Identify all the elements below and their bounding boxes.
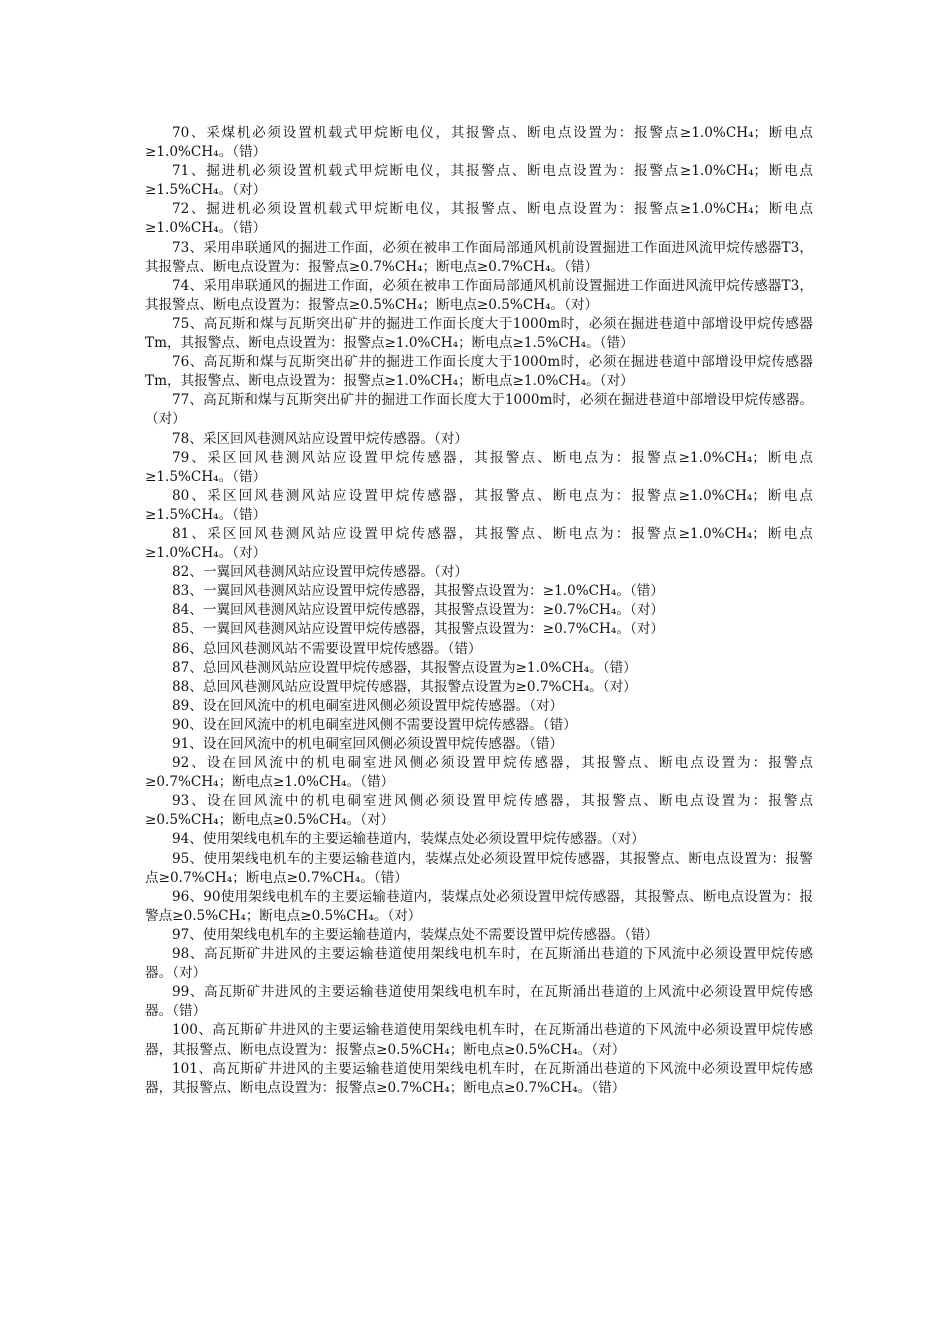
question-item-78: 78、采区回风巷测风站应设置甲烷传感器。（对） xyxy=(172,430,468,447)
question-item-95: 95、使用架线电机车的主要运输巷道内，装煤点处必须设置甲烷传感器，其报警点、断电点设置为：报警点≥0.7%CH₄；断电点≥0.7%CH₄。（错） xyxy=(145,850,813,886)
question-item-81: 81、采区回风巷测风站应设置甲烷传感器，其报警点、断电点为：报警点≥1.0%CH₄；断电点≥1.0%CH₄。（对） xyxy=(145,525,813,562)
question-item-85: 85、一翼回风巷测风站应设置甲烷传感器，其报警点设置为：≥0.7%CH₄。（对） xyxy=(172,621,664,638)
question-item-84: 84、一翼回风巷测风站应设置甲烷传感器，其报警点设置为：≥0.7%CH₄。（对） xyxy=(172,602,664,619)
question-item-70: 70、采煤机必须设置机载式甲烷断电仪，其报警点、断电点设置为：报警点≥1.0%CH₄；断电点≥1.0%CH₄。（错） xyxy=(145,125,813,161)
question-item-82: 82、一翼回风巷测风站应设置甲烷传感器。（对） xyxy=(172,564,468,581)
question-item-74: 74、采用串联通风的掘进工作面，必须在被串工作面局部通风机前设置掘进工作面进风流甲烷传感器T3，其报警点、断电点设置为：报警点≥0.5%CH₄；断电点≥0.5%CH₄。（对） xyxy=(145,277,813,313)
question-item-90: 90、设在回风流中的机电硐室进风侧不需要设置甲烷传感器。（错） xyxy=(172,716,577,733)
question-item-79: 79、采区回风巷测风站应设置甲烷传感器，其报警点、断电点为：报警点≥1.0%CH₄；断电点≥1.5%CH₄。（错） xyxy=(145,449,813,485)
question-item-73: 73、采用串联通风的掘进工作面，必须在被串工作面局部通风机前设置掘进工作面进风流甲烷传感器T3，其报警点、断电点设置为：报警点≥0.7%CH₄；断电点≥0.7%CH₄。（错） xyxy=(145,239,813,275)
question-item-98: 98、高瓦斯矿井进风的主要运输巷道使用架线电机车时，在瓦斯涌出巷道的下风流中必须设置甲烷传感器。（对） xyxy=(145,946,813,982)
question-item-87: 87、总回风巷测风站应设置甲烷传感器，其报警点设置为≥1.0%CH₄。（错） xyxy=(172,659,637,676)
question-item-77: 77、高瓦斯和煤与瓦斯突出矿井的掘进工作面长度大于1000m时，必须在掘进巷道中部增设甲烷传感器。（对） xyxy=(145,392,813,428)
question-item-94: 94、使用架线电机车的主要运输巷道内，装煤点处必须设置甲烷传感器。（对） xyxy=(172,831,645,848)
document-body xyxy=(145,124,813,1098)
question-item-91: 91、设在回风流中的机电硐室回风侧必须设置甲烷传感器。（错） xyxy=(172,736,564,752)
question-item-93: 93、设在回风流中的机电硐室进风侧必须设置甲烷传感器，其报警点、断电点设置为：报警点≥0.5%CH₄；断电点≥0.5%CH₄。（对） xyxy=(145,793,813,829)
question-item-92: 92、设在回风流中的机电硐室进风侧必须设置甲烷传感器，其报警点、断电点设置为：报警点≥0.7%CH₄；断电点≥1.0%CH₄。（错） xyxy=(145,755,813,791)
question-item-80: 80、采区回风巷测风站应设置甲烷传感器，其报警点、断电点为：报警点≥1.0%CH₄；断电点≥1.5%CH₄。（错） xyxy=(145,487,813,523)
question-item-89: 89、设在回风流中的机电硐室进风侧必须设置甲烷传感器。（对） xyxy=(172,697,564,714)
question-item-83: 83、一翼回风巷测风站应设置甲烷传感器，其报警点设置为：≥1.0%CH₄。（错） xyxy=(172,583,664,600)
question-item-76: 76、高瓦斯和煤与瓦斯突出矿井的掘进工作面长度大于1000m时，必须在掘进巷道中部增设甲烷传感器Tm，其报警点、断电点设置为：报警点≥1.0%CH₄；断电点≥1.0%CH₄。（对） xyxy=(145,354,813,390)
question-item-100: 100、高瓦斯矿井进风的主要运输巷道使用架线电机车时，在瓦斯涌出巷道的下风流中必须设置甲烷传感器，其报警点、断电点设置为：报警点≥0.5%CH₄；断电点≥0.5%CH₄。（对） xyxy=(145,1022,813,1058)
question-item-75: 75、高瓦斯和煤与瓦斯突出矿井的掘进工作面长度大于1000m时，必须在掘进巷道中部增设甲烷传感器Tm，其报警点、断电点设置为：报警点≥1.0%CH₄；断电点≥1.5%CH₄。（错） xyxy=(145,315,813,352)
question-item-101: 101、高瓦斯矿井进风的主要运输巷道使用架线电机车时，在瓦斯涌出巷道的下风流中必须设置甲烷传感器，其报警点、断电点设置为：报警点≥0.7%CH₄；断电点≥0.7%CH₄。（错） xyxy=(145,1060,813,1096)
question-item-72: 72、掘进机必须设置机载式甲烷断电仪，其报警点、断电点设置为：报警点≥1.0%CH₄；断电点≥1.0%CH₄。（错） xyxy=(145,201,813,237)
question-item-71: 71、掘进机必须设置机载式甲烷断电仪，其报警点、断电点设置为：报警点≥1.0%CH₄；断电点≥1.5%CH₄。（对） xyxy=(145,163,813,199)
question-item-86: 86、总回风巷测风站不需要设置甲烷传感器。（错） xyxy=(172,640,482,657)
question-item-88: 88、总回风巷测风站应设置甲烷传感器，其报警点设置为≥0.7%CH₄。（对） xyxy=(172,678,637,695)
question-item-96: 96、90使用架线电机车的主要运输巷道内，装煤点处必须设置甲烷传感器，其报警点、断电点设置为：报警点≥0.5%CH₄；断电点≥0.5%CH₄。（对） xyxy=(145,888,813,924)
question-item-99: 99、高瓦斯矿井进风的主要运输巷道使用架线电机车时，在瓦斯涌出巷道的上风流中必须设置甲烷传感器。（错） xyxy=(145,984,813,1020)
question-item-97: 97、使用架线电机车的主要运输巷道内，装煤点处不需要设置甲烷传感器。（错） xyxy=(172,926,659,943)
